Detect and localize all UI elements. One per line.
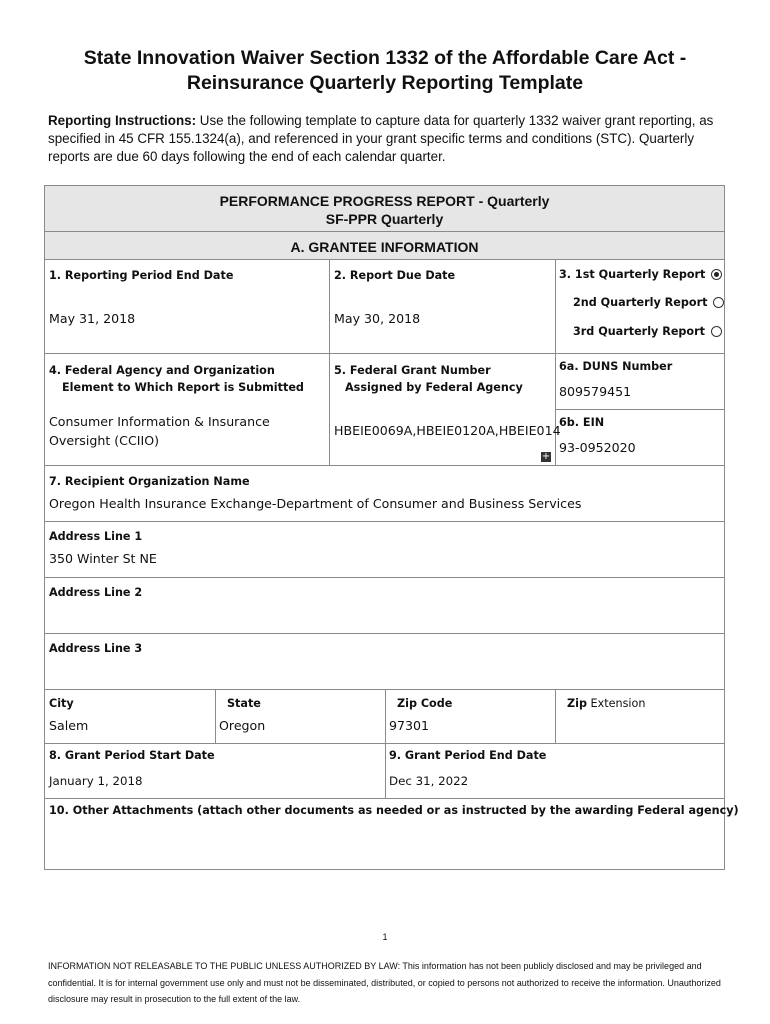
address-line-2-label: Address Line 2 (49, 586, 143, 599)
quarterly-report-1st[interactable] (559, 268, 722, 281)
expand-plus-icon[interactable]: + (541, 451, 551, 462)
federal-agency-value-line-1: Consumer Information & Insurance (49, 414, 270, 429)
address-line-1-value[interactable]: 350 Winter St NE (49, 551, 157, 566)
report-due-date-label: 2. Report Due Date (334, 269, 456, 282)
state-value[interactable]: Oregon (219, 718, 266, 733)
document-title (0, 46, 770, 96)
federal-agency-value-line-2: Oversight (CCIIO) (49, 433, 160, 448)
zip-extension-label-bold: Zip (567, 697, 587, 710)
quarterly-report-2nd-label: 2nd Quarterly Report (573, 296, 708, 309)
confidentiality-footer: INFORMATION NOT RELEASABLE TO THE PUBLIC UNLESS AUTHORIZED BY LAW: This information has not been publicly disclosed and may be privileged and confidential. It is for internal government use only and must not be disseminated, distributed, or copied to persons not authorized to receive the information. Unauthorized disclosure may result in prosecution to the full extent of the law. (48, 961, 721, 1004)
federal-agency-label-line-2: Element to Which Report is Submitted (62, 381, 304, 394)
radio-selected-icon[interactable] (711, 269, 722, 280)
title-line-2: Reinsurance Quarterly Reporting Template (186, 72, 584, 94)
form-header (45, 192, 724, 228)
grant-period-start-value[interactable]: January 1, 2018 (49, 774, 143, 788)
reporting-instructions (48, 112, 728, 166)
federal-grant-number-label (334, 362, 523, 396)
radio-unselected-icon[interactable] (713, 297, 724, 308)
zip-code-label: Zip Code (397, 697, 453, 710)
form-header-line-2: SF-PPR Quarterly (325, 211, 444, 227)
instructions-text: Use the following template to capture data for quarterly 1332 waiver grant reporting, as specified in 45 CFR 155.1324(a), and referenced in your grant specific terms and conditions (STC). Quarterly reports are due 60 days following the end of each calendar quarter. (48, 113, 714, 164)
city-value[interactable]: Salem (49, 718, 89, 733)
recipient-organization-value[interactable]: Oregon Health Insurance Exchange-Department of Consumer and Business Services (49, 496, 582, 511)
form-header-line-1: PERFORMANCE PROGRESS REPORT - Quarterly (219, 193, 550, 209)
quarterly-report-3rd-label: 3rd Quarterly Report (573, 325, 705, 338)
quarterly-report-2nd[interactable] (573, 296, 724, 309)
federal-agency-label (49, 362, 304, 396)
ein-label: 6b. EIN (559, 416, 605, 429)
radio-unselected-icon[interactable] (711, 326, 722, 337)
address-line-1-label: Address Line 1 (49, 530, 143, 543)
duns-number-label: 6a. DUNS Number (559, 360, 673, 373)
grant-period-end-label: 9. Grant Period End Date (389, 749, 547, 762)
quarterly-report-1st-label: 3. 1st Quarterly Report (559, 268, 706, 281)
federal-grant-number-label-line-1: 5. Federal Grant Number (334, 364, 491, 377)
reporting-period-end-date-label: 1. Reporting Period End Date (49, 269, 234, 282)
page-number: 1 (382, 932, 388, 942)
federal-agency-label-line-1: 4. Federal Agency and Organization (49, 364, 275, 377)
grant-period-end-value[interactable]: Dec 31, 2022 (389, 774, 469, 788)
other-attachments-label: 10. Other Attachments (attach other documents as needed or as instructed by the awarding Federal agency) (49, 804, 739, 817)
performance-progress-report-form (44, 185, 739, 870)
federal-agency-value[interactable] (49, 412, 270, 450)
federal-grant-number-label-line-2: Assigned by Federal Agency (345, 381, 523, 394)
recipient-organization-label: 7. Recipient Organization Name (49, 475, 250, 488)
address-line-3-label: Address Line 3 (49, 642, 143, 655)
city-label: City (49, 697, 74, 710)
federal-grant-number-value[interactable]: HBEIE0069A,HBEIE0120A,HBEIE014 (334, 423, 561, 438)
zip-extension-label (567, 697, 645, 710)
grant-period-start-label: 8. Grant Period Start Date (49, 749, 215, 762)
ein-value[interactable]: 93-0952020 (559, 440, 636, 455)
title-line-1: State Innovation Waiver Section 1332 of the Affordable Care Act - (83, 47, 687, 69)
section-a-title: A. GRANTEE INFORMATION (290, 239, 479, 255)
zip-extension-label-rest: Extension (586, 697, 646, 710)
quarterly-report-3rd[interactable] (573, 325, 722, 338)
duns-number-value[interactable]: 809579451 (559, 384, 632, 399)
reporting-period-end-date-value[interactable]: May 31, 2018 (49, 311, 136, 326)
zip-code-value[interactable]: 97301 (389, 718, 430, 733)
instructions-label: Reporting Instructions: (48, 113, 197, 128)
state-label: State (227, 697, 261, 710)
report-due-date-value[interactable]: May 30, 2018 (334, 311, 421, 326)
